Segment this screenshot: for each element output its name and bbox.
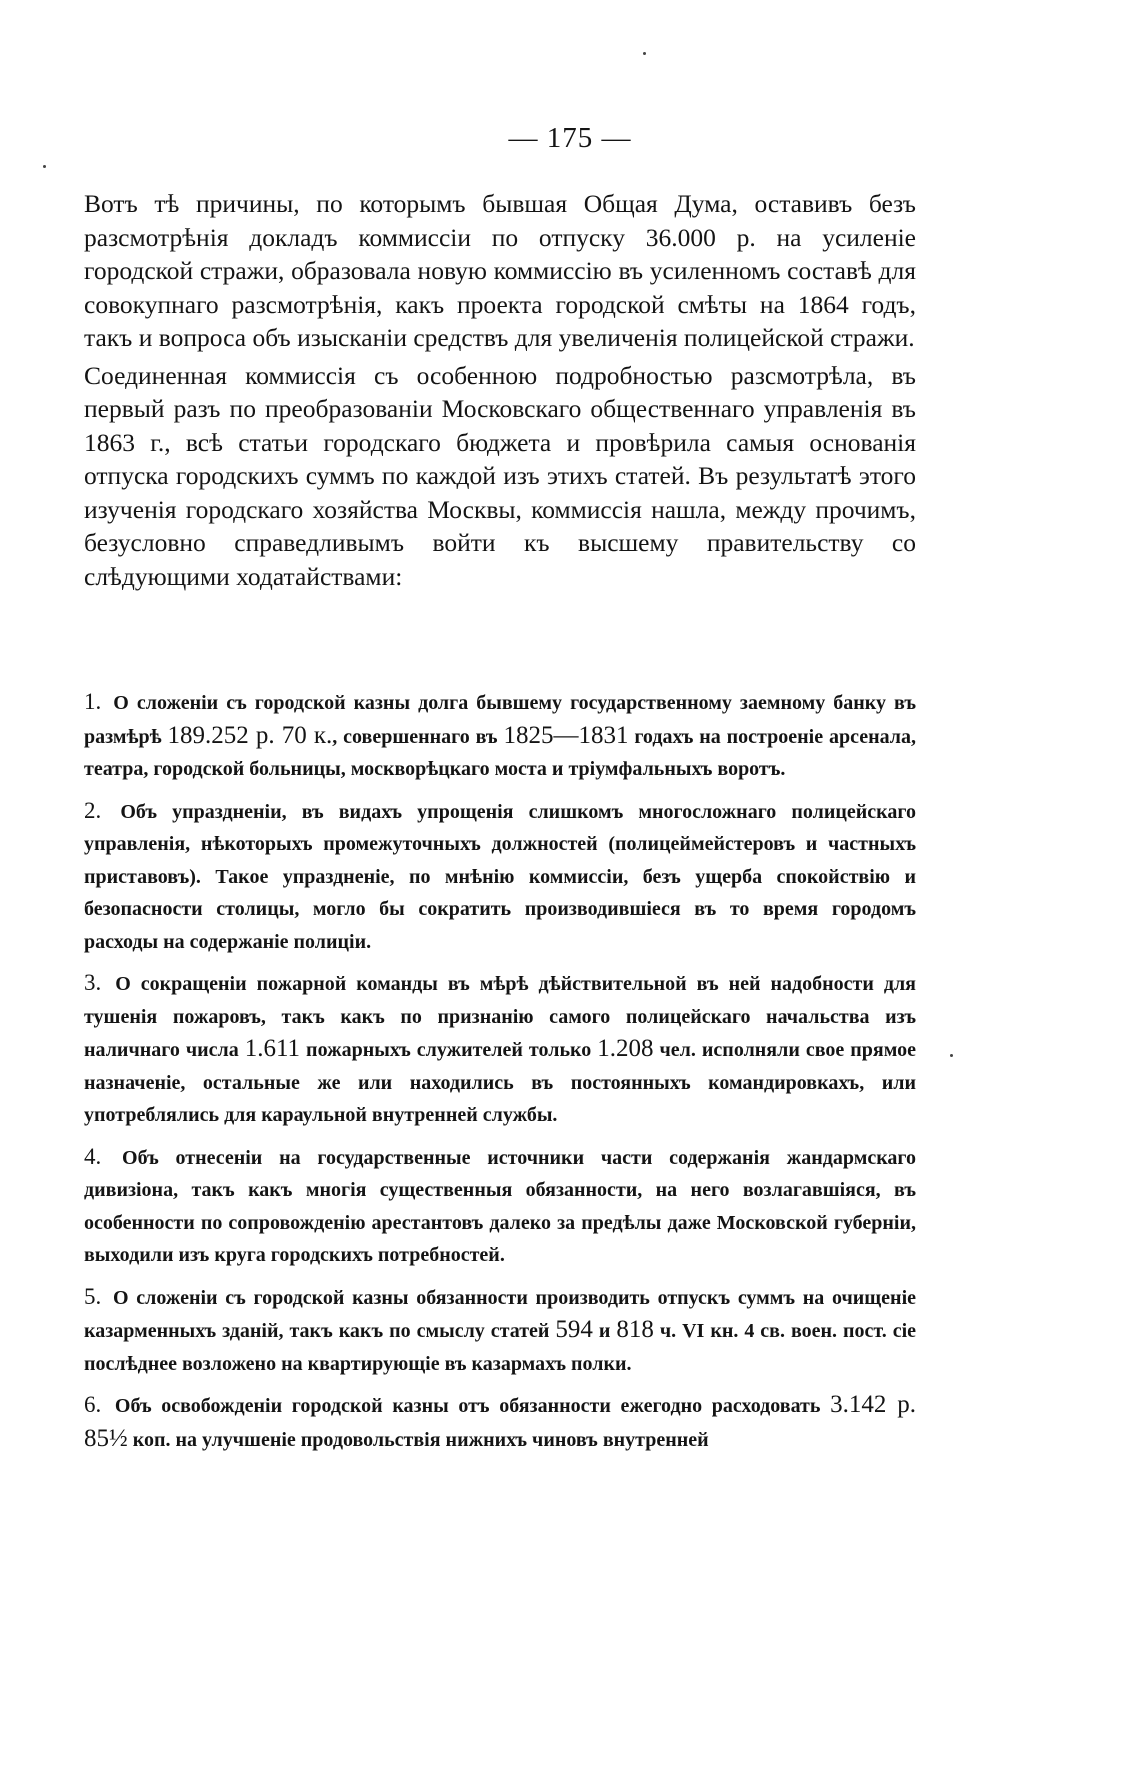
scan-speck: [643, 52, 646, 55]
item-number: 1.: [84, 689, 102, 714]
item-number: 5.: [84, 1283, 102, 1309]
item-text: ч. VI кн. 4 св. воен. пост. сіе послѣднее возложено на квартирующіе въ казармахъ полки.: [84, 1320, 917, 1375]
item-text: чел. исполняли свое прямое назначеніе, остальные же или находились въ постоянныхъ командировкахъ, или употреблялись для караульной внутренней службы.: [84, 1039, 916, 1126]
list-item: [84, 1141, 916, 1272]
list-item: [84, 1389, 916, 1456]
item-text: и: [592, 1320, 617, 1342]
paragraph: Вотъ тѣ причины, по которымъ бывшая Общая Дума, оставивъ безъ разсмотрѣнія докладъ коммиссіи по отпуску 36.000 р. на усиленіе городской стражи, образовала новую коммиссію въ усиленномъ составѣ для совокупнаго разсмотрѣнія, какъ проекта городской смѣты на 1864 годъ, такъ и вопроса объ изысканіи средствъ для увеличенія полицейской стражи.: [84, 189, 916, 352]
paragraph: Соединенная коммиссія съ особенною подробностью разсмотрѣла, въ первый разъ по преобразованіи Московскаго общественнаго управленія въ 1863 г., всѣ статьи городскаго бюджета и провѣрила самыя основанія отпуска городскихъ суммъ по каждой изъ этихъ статей. Въ результатѣ этого изученія городскаго хозяйства Москвы, коммиссія нашла, между прочимъ, безусловно справедливымъ войти къ высшему правительству со слѣдующими ходатайствами:: [84, 360, 916, 591]
list-item: [84, 1281, 916, 1381]
list-item: [84, 686, 916, 786]
scan-speck: [43, 165, 46, 168]
body-text: [84, 187, 916, 597]
list-item: [84, 795, 916, 959]
item-amount: 3.142 р. 85½: [84, 1391, 916, 1452]
item-number: 6.: [84, 1392, 102, 1417]
petition-list: [84, 686, 916, 1465]
item-text: О сокращеніи пожарной команды въ мѣрѣ дѣйствительной въ ней надобности для тушенія пожаровъ, такъ какъ по признанію самого полицейскаго начальства изъ наличнаго числа: [84, 973, 917, 1061]
item-text: Объ отнесеніи на государственные источники части содержанія жандармскаго дивизіона, такъ какъ многія существенныя обязанности, на него возлагавшіяся, въ особенности по сопровожденію арестантовъ далеко за предѣлы даже Московской губерніи, выходили изъ круга городскихъ потребностей.: [84, 1146, 916, 1266]
item-amount: 189.252 р. 70 к.: [167, 721, 333, 749]
item-count: 1.208: [597, 1035, 654, 1062]
item-article: 818: [616, 1316, 654, 1343]
item-number: 3.: [84, 970, 102, 995]
item-number: 2.: [84, 797, 102, 823]
item-years: 1825—1831: [503, 721, 629, 749]
page-number: — 175 —: [508, 122, 632, 154]
list-item: [84, 967, 916, 1132]
item-text: пожарныхъ служителей только: [300, 1039, 598, 1061]
item-text: О сложеніи съ городской казны долга бывшему государственному заемному банку въ размѣрѣ: [84, 692, 917, 748]
item-text: Объ освобожденіи городской казны отъ обязанности ежегодно расходовать: [114, 1395, 831, 1417]
item-text: О сложеніи съ городской казны обязанности производить отпускъ суммъ на очищеніе казарменныхъ зданій, такъ какъ по смыслу статей: [84, 1286, 917, 1342]
item-number: 4.: [84, 1143, 102, 1169]
item-text: Объ упраздненіи, въ видахъ упрощенія слишкомъ многосложнаго полицейскаго управленія, нѣкоторыхъ промежуточныхъ должностей (полицеймейстеровъ и частныхъ приставовъ). Такое упраздненіе, по мнѣнію коммиссіи, безъ ущерба спокойствію и безопасности столицы, могло бы сократить производившіеся въ то время городомъ расходы на содержаніе полиціи.: [84, 800, 916, 953]
scan-speck: [950, 1054, 953, 1057]
item-article: 594: [555, 1316, 593, 1343]
item-text: коп. на улучшеніе продовольствія нижнихъ чиновъ внутренней: [127, 1428, 709, 1451]
item-count: 1.611: [244, 1035, 301, 1062]
item-text: , совершеннаго въ: [332, 725, 504, 748]
item-text: годахъ на построеніе арсенала, театра, городской больницы, москворѣцкаго моста и тріумфальныхъ воротъ.: [84, 725, 916, 780]
